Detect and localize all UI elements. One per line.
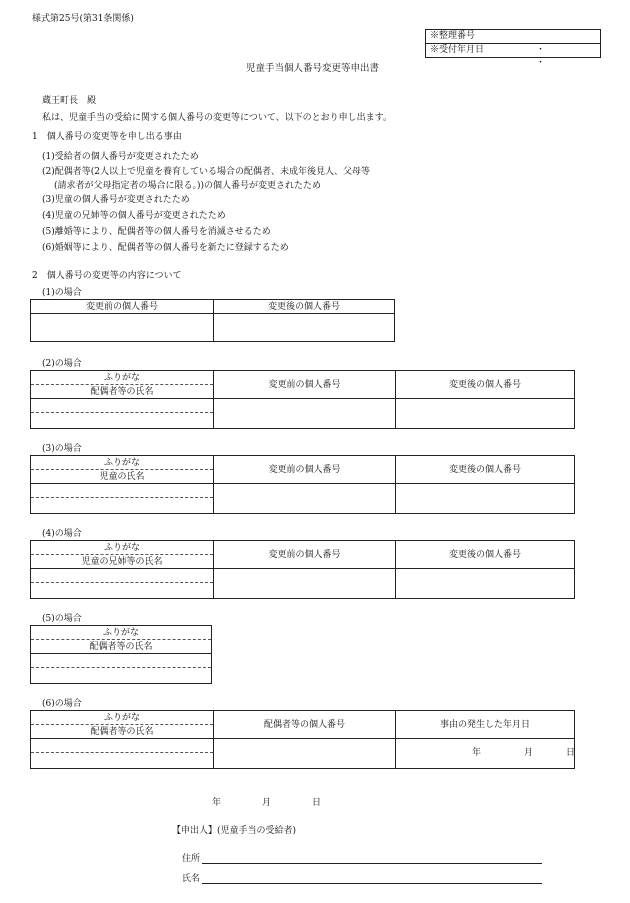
case3-furigana-input[interactable]	[31, 484, 214, 498]
case6-label: (6)の場合	[42, 699, 82, 709]
addressee: 蔵王町長 殿	[42, 96, 97, 106]
reason-6: (6)婚姻等により、配偶者等の個人番号を新たに登録するため	[42, 243, 289, 253]
case6-furigana-label: ふりがな	[31, 711, 214, 725]
case6-month-label: 月	[524, 748, 534, 758]
reason-3: (3)児童の個人番号が変更されたため	[42, 195, 190, 205]
section2-heading: 2 個人番号の変更等の内容について	[32, 271, 182, 281]
reason-4: (4)児童の兄姉等の個人番号が変更されたため	[42, 211, 226, 221]
reason-5: (5)離婚等により、配偶者等の個人番号を消滅させるため	[42, 227, 271, 237]
reason-2: (2)配偶者等(2人以上で児童を養育している場合の配偶者、未成年後見人、父母等	[42, 167, 370, 177]
case5-name-label: 配偶者等の氏名	[31, 640, 212, 654]
case3-after-header: 変更後の個人番号	[396, 456, 575, 484]
received-date-row	[426, 44, 600, 68]
case3-name-input[interactable]	[31, 498, 214, 514]
case5-name-input[interactable]	[31, 668, 212, 684]
case2-after-digits[interactable]	[396, 399, 575, 429]
case1-after-header: 変更後の個人番号	[214, 300, 395, 314]
case4-after-digits[interactable]	[396, 569, 575, 599]
case5-label: (5)の場合	[42, 614, 82, 624]
case6-number-digits[interactable]	[214, 739, 396, 769]
address-label: 住所	[182, 854, 201, 864]
case2-furigana-input[interactable]	[31, 399, 214, 413]
case2-before-digits[interactable]	[214, 399, 396, 429]
case6-name-input[interactable]	[31, 753, 214, 769]
section1-heading: 1 個人番号の変更等を申し出る事由	[32, 132, 182, 142]
case4-table	[30, 540, 575, 599]
case6-day-label: 日	[566, 748, 576, 758]
office-use-box	[425, 29, 601, 68]
case6-year-label: 年	[472, 748, 482, 758]
applicant-heading: 【申出人】(児童手当の受給者)	[172, 826, 297, 836]
case2-table	[30, 370, 575, 429]
case1-after-digits[interactable]	[214, 314, 395, 342]
case3-before-digits[interactable]	[214, 484, 396, 514]
case6-number-header: 配偶者等の個人番号	[214, 711, 396, 739]
received-date-label: ※受付年月日	[430, 45, 485, 55]
received-date-dots: ・ ・	[536, 45, 566, 68]
footer-day-label: 日	[312, 798, 322, 808]
case4-before-header: 変更前の個人番号	[214, 541, 396, 569]
case2-label: (2)の場合	[42, 359, 82, 369]
case4-before-digits[interactable]	[214, 569, 396, 599]
case6-date-input[interactable]	[396, 739, 575, 769]
reason-1: (1)受給者の個人番号が変更されたため	[42, 152, 199, 162]
intro-text: 私は、児童手当の受給に関する個人番号の変更等について、以下のとおり申し出ます。	[42, 113, 392, 123]
form-number: 様式第25号(第31条関係)	[32, 14, 134, 24]
case6-name-label: 配偶者等の氏名	[31, 725, 214, 739]
case2-after-header: 変更後の個人番号	[396, 371, 575, 399]
case2-name-input[interactable]	[31, 413, 214, 429]
page-title: 児童手当個人番号変更等申出書	[246, 63, 380, 74]
case2-furigana-label: ふりがな	[31, 371, 214, 385]
reference-number-label: ※整理番号	[430, 31, 476, 41]
case3-name-label: 児童の氏名	[31, 470, 214, 484]
case4-furigana-input[interactable]	[31, 569, 214, 583]
case2-name-label: 配偶者等の氏名	[31, 385, 214, 399]
name-input-line[interactable]	[202, 883, 542, 884]
case4-name-input[interactable]	[31, 583, 214, 599]
case1-before-digits[interactable]	[31, 314, 214, 342]
name-label: 氏名	[182, 874, 201, 884]
case4-label: (4)の場合	[42, 529, 82, 539]
case3-label: (3)の場合	[42, 444, 82, 454]
case3-furigana-label: ふりがな	[31, 456, 214, 470]
case4-after-header: 変更後の個人番号	[396, 541, 575, 569]
case4-name-label: 児童の兄姉等の氏名	[31, 555, 214, 569]
footer-year-label: 年	[212, 798, 222, 808]
case5-furigana-input[interactable]	[31, 654, 212, 668]
case1-table	[30, 299, 395, 342]
address-input-line[interactable]	[202, 863, 542, 864]
case5-table	[30, 625, 212, 684]
footer-month-label: 月	[262, 798, 272, 808]
case1-label: (1)の場合	[42, 288, 82, 298]
case4-furigana-label: ふりがな	[31, 541, 214, 555]
reason-2-cont: (請求者が父母指定者の場合に限る。))の個人番号が変更されたため	[54, 181, 322, 191]
case3-table	[30, 455, 575, 514]
reference-number-row	[426, 30, 600, 44]
case3-after-digits[interactable]	[396, 484, 575, 514]
case2-before-header: 変更前の個人番号	[214, 371, 396, 399]
case6-date-header: 事由の発生した年月日	[396, 711, 575, 739]
case3-before-header: 変更前の個人番号	[214, 456, 396, 484]
case6-table	[30, 710, 575, 769]
case6-furigana-input[interactable]	[31, 739, 214, 753]
case1-before-header: 変更前の個人番号	[31, 300, 214, 314]
case5-furigana-label: ふりがな	[31, 626, 212, 640]
